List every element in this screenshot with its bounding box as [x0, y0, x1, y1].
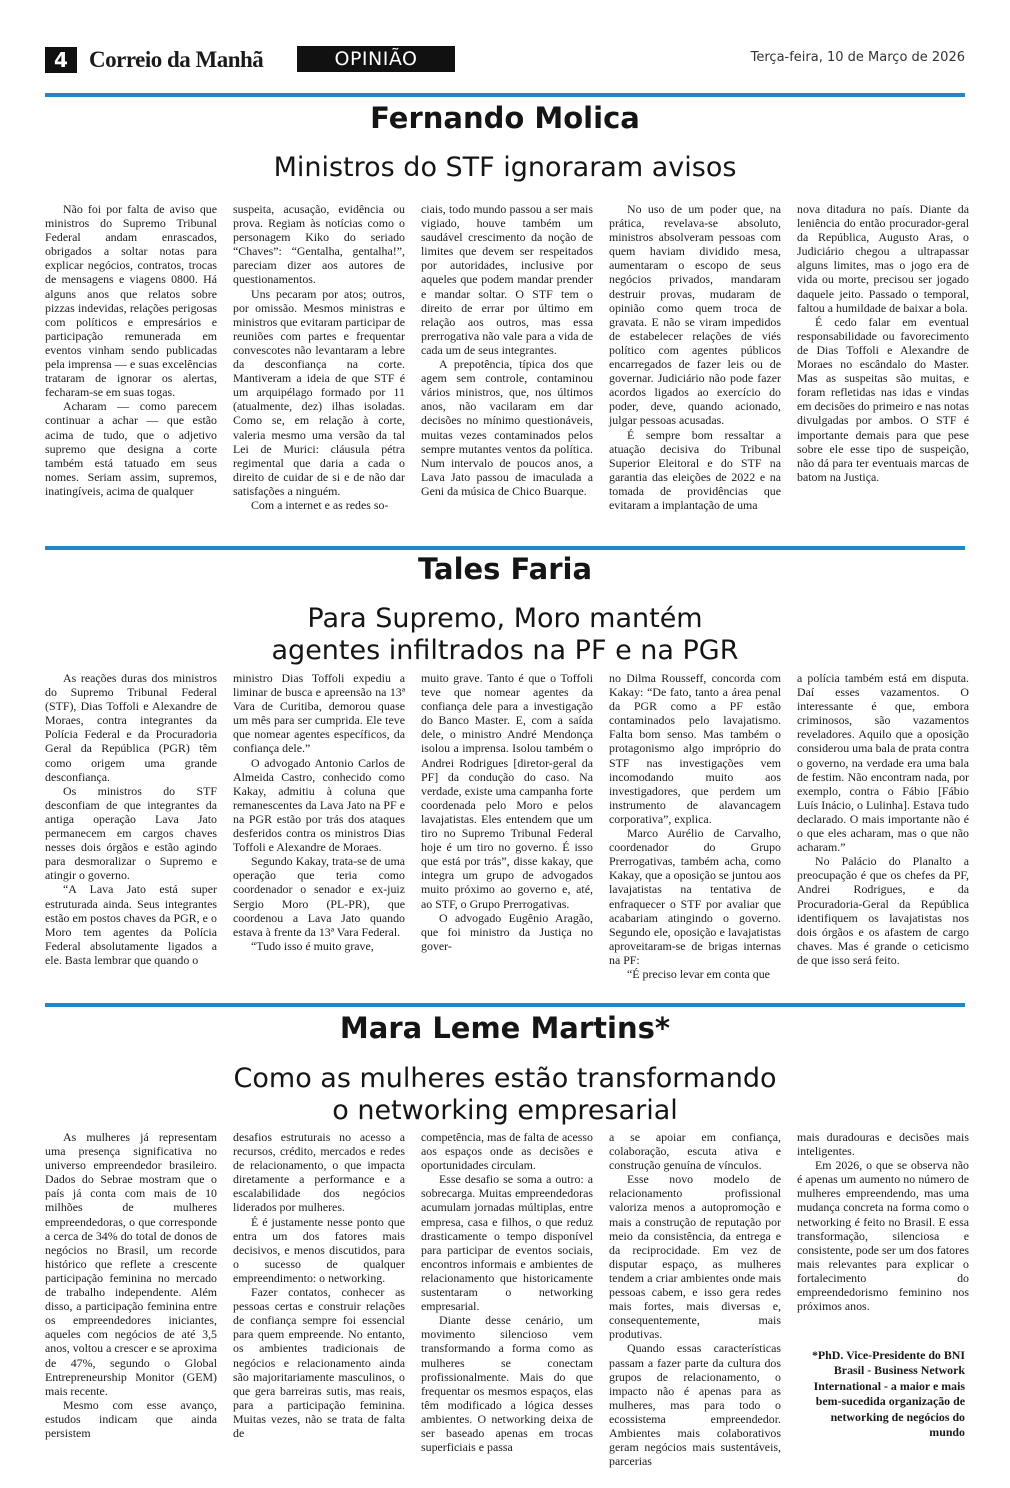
author-note: *PhD. Vice-Presidente do BNI Brasil - Business Network International - a maior e mais bem-sucedida organização de networking de negócios do mundo [811, 1348, 965, 1440]
text-column [45, 202, 217, 520]
text-column [797, 671, 969, 977]
paragraph: mais duradouras e decisões mais inteligentes. [797, 1130, 969, 1159]
paragraph: É cedo falar em eventual responsabilidade ou favorecimento de Dias Toffoli e Alexandre de Moraes no escândalo do Master. Mas as suspeitas são muitas, e foram refletidas nas idas e vindas em decisões do primeiro e nas notas divulgadas por ambos. O STF é importante demais para que pese sobre ele esse tipo de suspeição, não dá para ter eventuais marcas de batom na Justiça. [797, 314, 969, 484]
headline-line: Para Supremo, Moro mantém [307, 603, 703, 634]
paragraph: No Palácio do Planalto a preocupação é que os chefes da PF, Andrei Rodrigues, e da Procuradoria-Geral da República identifiquem os lavajatistas nos dois órgãos e os afastem de cargo chaves. Mas é grande o ceticismo de que isso será feito. [797, 854, 969, 967]
paragraph: Diante desse cenário, um movimento silencioso vem transformando a forma como as mulheres se conectam profissionalmente. Mais do que frequentar os mesmos espaços, elas têm modificado a lógica desses ambientes. O networking deixa de ser baseado apenas em trocas superficiais e passa [421, 1313, 593, 1455]
paragraph: “Tudo isso é muito grave, [251, 938, 374, 953]
text-column [421, 202, 593, 520]
article-divider [45, 93, 965, 97]
text-column [609, 671, 781, 981]
paragraph: Marco Aurélio de Carvalho, coordenador do Grupo Prerrogativas, também acha, como Kakay, que a oposição se juntou aos lavajatistas na tentativa de enfraquecer o STF por avaliar que acabariam atingindo o governo. Segundo ele, oposição e lavajatistas aproveitaram-se de brigas internas na PF: [609, 826, 781, 967]
paragraph: muito grave. Tanto é que o Toffoli teve que nomear agentes da confiança dele para a investigação do Banco Master. E, com a saída dele, o ministro André Mendonça isolou a imprensa. Isolou também o Andrei Rodrigues [diretor-geral da PF] da condução do caso. Na verdade, existe uma campanha forte coordenada pelo Moro e pelos lavajatistas. Eles entendem que um tiro no Supremo Tribunal Federal hoje é um tiro no governo. É isso que está por trás”, disse kakay, que integra um grupo de advogados muito próximo ao governo e, até, ao STF, o Grupo Prerrogativas. [421, 671, 593, 911]
article-headline: Ministros do STF ignoraram avisos [273, 152, 737, 183]
paragraph: O advogado Antonio Carlos de Almeida Castro, conhecido como Kakay, admitiu à coluna que remanescentes da Lava Jato na PF e na PGR estão por trás dos ataques desferidos contra os ministros Dias Toffoli e Alexandre de Moraes. [233, 755, 405, 855]
article-author: Fernando Molica [370, 101, 640, 135]
text-column [609, 202, 781, 520]
paragraph: Uns pecaram por atos; outros, por omissão. Mesmos ministras e ministros que evitaram participar de reuniões com partes e frequentar convescotes não levantaram a lebre da desconfiança na corte. Mantiveram a ideia de que STF é um arquipélago formado por 11 (atualmente, dez) ilhas isoladas. Como se, em relação à corte, valeria mesmo uma versão da tal Lei de Murici: cláusula pétra regimental que daria a cada o direito de cuidar de si e de não dar satisfações a ninguém. [233, 286, 405, 498]
article-body [45, 671, 970, 981]
paragraph: É é justamente nesse ponto que entra um dos fatores mais decisivos, e menos discutidos, para o sucesso de qualquer empreendimento: o networking. [233, 1214, 405, 1285]
paragraph: Quando essas características passam a fazer parte da cultura dos grupos de relacionamento, o impacto não é apenas para as mulheres, mas para todo o ecossistema empreendedor. Ambientes mais colaborativos geram negócios mais sustentáveis, parcerias [609, 1341, 781, 1469]
article-author: Tales Faria [417, 552, 593, 586]
paragraph: ciais, todo mundo passou a ser mais vigiado, houve também um saudável crescimento da noção de limites que devem ser respeitados por autoridades, inclusive por aqueles que podem mandar prender e mandar soltar. O STF tem o direito de errar por último em relação aos outros, mas essa prerrogativa não vale para a vida de cada um de seus integrantes. [421, 202, 593, 357]
paragraph: Com a internet e as redes so- [251, 497, 389, 512]
paragraph: Fazer contatos, conhecer as pessoas certas e construir relações de confiança sempre foi essencial para quem empreende. No entanto, os ambientes tradicionais de negócios e relacionamento ainda são majoritariamente masculinos, o que gera barreiras sutis, mas reais, para a participação feminina. Muitas vezes, não se trata de falta de [233, 1285, 405, 1440]
paragraph: “A Lava Jato está super estruturada ainda. Seus integrantes estão em postos chaves da PGR, e o Moro tem agentes da Polícia Federal absolutamente ligados a ele. Basta lembrar que quando o [45, 882, 217, 967]
text-column [45, 1130, 217, 1450]
paragraph: Segundo Kakay, trata-se de uma operação que teria como coordenador o senador e ex-juiz Sergio Moro (PL-PR), que coordenou a Lava Jato quando estava à frente da 13ª Vara Federal. [233, 854, 405, 939]
paragraph: Não foi por falta de aviso que ministros do Supremo Tribunal Federal andam enrascados, obrigados a soltar notas para explicar negócios, contratos, trocas de mensagens e viagens 0800. Há alguns anos que relatos sobre pizzas indevidas, relações perigosas com políticos e empresários e participação remunerada em eventos vinham sendo publicadas pela imprensa — e suas excelências trataram de ignorar os alertas, fecharam-se em suas togas. [45, 202, 217, 400]
text-column [609, 1130, 781, 1469]
paragraph: Os ministros do STF desconfiam de que integrantes da antiga operação Lava Jato permanecem em cargos chaves nesses dois órgãos e estão agindo para desmoralizar o Supremo e atingir o governo. [45, 783, 217, 883]
text-column [421, 1130, 593, 1455]
paragraph: suspeita, acusação, evidência ou prova. Regiam às notícias como o personagem Kiko do seriado “Chaves”: “Gentalha, gentalha!”, pareciam dizer aos autores de questionamentos. [233, 202, 405, 287]
paragraph: Em 2026, o que se observa não é apenas um aumento no número de mulheres empreendendo, mas uma mudança concreta na forma como o networking é feito no Brasil. E essa transformação, silenciosa e consistente, pode ser um dos fatores mais relevantes para explicar o fortalecimento do empreendedorismo feminino nos próximos anos. [797, 1158, 969, 1314]
text-column [45, 671, 217, 977]
text-column [233, 671, 405, 977]
paragraph: “É preciso levar em conta que [627, 966, 770, 981]
text-column [233, 202, 405, 520]
article-author: Mara Leme Martins* [339, 1011, 671, 1045]
paragraph: a polícia também está em disputa. Daí esses vazamentos. O interessante é que, embora criminosos, são vazamentos reveladores. Aquilo que a oposição considerou uma bala de prata contra o governo, na verdade era uma bala de festim. Não encontram nada, por exemplo, contra o Fábio [Fábio Luís Inácio, o Lulinha]. Estava tudo declarado. O mais importante não é o que eles acharam, mas o que não acharam.” [797, 671, 970, 855]
paragraph: Mesmo com esse avanço, estudos indicam que ainda persistem [45, 1397, 217, 1440]
paragraph: a se apoiar em confiança, colaboração, escuta ativa e construção genuína de vínculos. [609, 1130, 781, 1173]
paragraph: As mulheres já representam uma presença significativa no universo empreendedor brasileiro. Dados do Sebrae mostram que o país já conta com mais de 10 milhões de mulheres empreendedoras, o que corresponde a cerca de 34% do total de donos de negócios no Brasil, um recorde histórico que reflete a crescente participação feminina no mercado de trabalho independente. Além disso, a participação feminina entre os empreendedores iniciantes, aqueles com negócios de até 3,5 anos, voltou a crescer e se aproxima de 47%, segundo o Global Entrepreneurship Monitor (GEM) mais recente. [45, 1130, 218, 1398]
paragraph: Acharam — como parecem continuar a achar — que estão acima de tudo, que o adjetivo supremo que designa a corte também está tatuado em seus nomes. Seriam assim, supremos, inatingíveis, acima de qualquer [45, 399, 217, 498]
paragraph: ministro Dias Toffoli expediu a liminar de busca e apreensão na 13ª Vara de Curitiba, demorou quase um mês para ser cumprida. Ele teve que nomear agentes específicos, da confiança dele.” [233, 671, 405, 756]
text-column [421, 671, 593, 977]
paragraph: É sempre bom ressaltar a atuação decisiva do Tribunal Superior Eleitoral e do STF na garantia das eleições de 2022 e na tomada de providências que evitaram a implantação de uma [609, 427, 781, 512]
headline-line: agentes infiltrados na PF e na PGR [271, 635, 739, 666]
paragraph: Esse novo modelo de relacionamento profissional valoriza menos a autopromoção e mais a construção de reputação por meio da consistência, da entrega e da reciprocidade. Em vez de disputar espaço, as mulheres tendem a criar ambientes onde mais pessoas cabem, e isso gera redes mais fortes, mais diversas e, consequentemente, mais produtivas. [609, 1172, 781, 1342]
headline-line: o networking empresarial [332, 1095, 678, 1126]
paragraph: Esse desafio se soma a outro: a sobrecarga. Muitas empreendedoras acumulam jornadas múltiplas, entre empresa, casa e filhos, o que reduz drasticamente o tempo disponível para participar de eventos sociais, encontros informais e ambientes de relacionamento que historicamente sustentaram o networking empresarial. [421, 1172, 593, 1314]
paragraph: no Dilma Rousseff, concorda com Kakay: “De fato, tanto a área penal da PGR como a PF estão contaminados pelo lavajatismo. Falta bom senso. Mas também o protagonismo algo impróprio do STF nas investigações vem incomodando muito aos investigadores, que perdem um instrumento de alavancagem corporativa”, explica. [609, 671, 781, 826]
issue-date: Terça-feira, 10 de Março de 2026 [750, 50, 965, 65]
text-column [233, 1130, 405, 1450]
paragraph: desafios estruturais no acesso a recursos, crédito, mercados e redes de relacionamento, o que impacta diretamente a performance e a escalabilidade dos negócios liderados por mulheres. [233, 1130, 405, 1215]
article-divider [45, 546, 965, 550]
paragraph: A prepotência, típica dos que agem sem controle, contaminou vários ministros, que, nos últimos anos, não vacilaram em dar decisões no mínimo questionáveis, muitas vezes contaminados pelos sempre mutantes ventos da política. Num intervalo de poucos anos, a Lava Jato passou de imaculada a Geni da música de Chico Buarque. [421, 357, 593, 498]
paragraph: competência, mas de falta de acesso aos espaços onde as decisões e oportunidades circulam. [421, 1130, 593, 1173]
paragraph: No uso de um poder que, na prática, revelava-se absoluto, ministros absolveram pessoas com quem haviam dividido mesa, aumentaram o escopo de seus negócios privados, mandaram destruir provas, mudaram de opinião como quem troca de gravata. E não se viram impedidos de estabelecer relações de viés político com agentes públicos encarregados de fazer leis ou de governar. Judiciário não pode fazer acordos ligados ao exercício do poder, deve, quando acionado, julgar pessoas acusadas. [609, 202, 781, 428]
article-divider [45, 1003, 965, 1007]
headline-line: Como as mulheres estão transformando [233, 1063, 777, 1094]
page-header [45, 44, 965, 74]
newspaper-name: Correio da Manhã [89, 47, 264, 72]
section-label: OPINIÃO [297, 46, 455, 72]
article-headline [45, 1063, 965, 1127]
paragraph: nova ditadura no país. Diante da leniência do então procurador-geral da República, Augusto Aras, o Judiciário chegou a ultrapassar alguns limites, mas o jogo era de vida ou morte, precisou ser jogado daquele jeito. Passado o temporal, faltou a humildade de baixar a bola. [797, 202, 969, 315]
text-column [797, 202, 969, 520]
article-body [45, 202, 969, 520]
page-number: 4 [45, 47, 77, 73]
paragraph: As reações duras dos ministros do Supremo Tribunal Federal (STF), Dias Toffoli e Alexandre de Moraes, contra integrantes da Polícia Federal e da Procuradoria Geral da República (PGR) têm como origem uma grande desconfiança. [45, 671, 217, 784]
article-headline [45, 603, 965, 667]
paragraph: O advogado Eugênio Aragão, que foi ministro da Justiça no gover- [421, 910, 593, 953]
